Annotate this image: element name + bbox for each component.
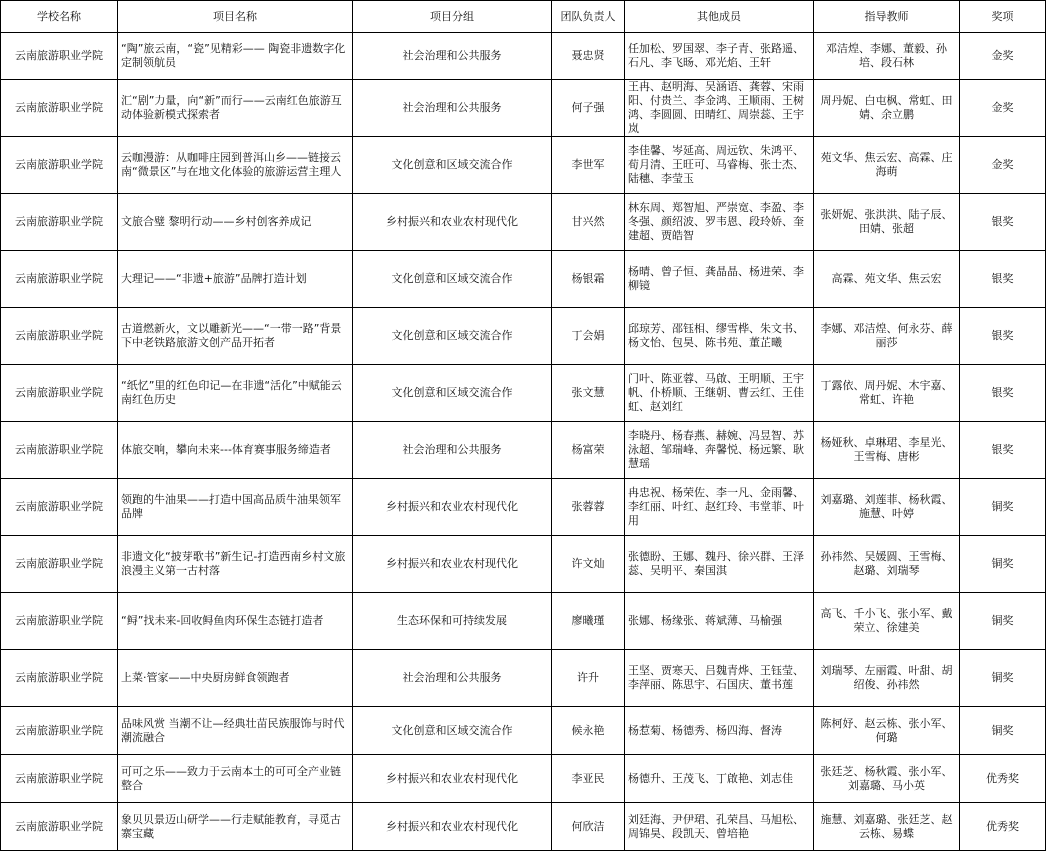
project-name-cell: 非遗文化“披芽歌书”新生记-打造西南乡村文旅浪漫主义第一古村落 <box>118 536 353 593</box>
members-cell: 李佳馨、岑延高、周远钦、朱鸿平、荀月清、王旺可、马睿梅、张士杰、陆穗、李莹玉 <box>625 137 814 194</box>
school-cell: 云南旅游职业学院 <box>1 137 118 194</box>
school-cell: 云南旅游职业学院 <box>1 593 118 650</box>
school-cell: 云南旅游职业学院 <box>1 479 118 536</box>
award-cell: 银奖 <box>960 308 1046 365</box>
table-row <box>1 80 1046 137</box>
teachers-cell: 刘嘉璐、刘莲菲、杨秋霞、施慧、叶婷 <box>814 479 960 536</box>
project-group-cell: 社会治理和公共服务 <box>353 650 552 707</box>
project-group-cell: 乡村振兴和农业农村现代化 <box>353 479 552 536</box>
award-cell: 优秀奖 <box>960 803 1046 851</box>
project-group-cell: 文化创意和区域交流合作 <box>353 137 552 194</box>
table-row <box>1 479 1046 536</box>
school-cell: 云南旅游职业学院 <box>1 707 118 755</box>
table-row <box>1 755 1046 803</box>
members-cell: 刘廷海、尹伊珺、孔荣昌、马旭松、周锦昊、段凯天、曾培艳 <box>625 803 814 851</box>
team-leader-cell: 杨富荣 <box>552 422 625 479</box>
team-leader-cell: 候永艳 <box>552 707 625 755</box>
project-name-cell: 品味风赏 当潮不让—经典壮苗民族服饰与时代潮流融合 <box>118 707 353 755</box>
table-row <box>1 308 1046 365</box>
header-school: 学校名称 <box>1 1 118 33</box>
project-name-cell: 可可之乐——致力于云南本土的可可全产业链整合 <box>118 755 353 803</box>
team-leader-cell: 李世军 <box>552 137 625 194</box>
team-leader-cell: 丁会娟 <box>552 308 625 365</box>
header-teachers: 指导教师 <box>814 1 960 33</box>
project-name-cell: 上菜·管家——中央厨房鲜食领跑者 <box>118 650 353 707</box>
award-cell: 银奖 <box>960 194 1046 251</box>
members-cell: 杨德升、王茂飞、丁啟艳、刘志佳 <box>625 755 814 803</box>
award-cell: 铜奖 <box>960 707 1046 755</box>
school-cell: 云南旅游职业学院 <box>1 80 118 137</box>
table-body <box>1 33 1046 851</box>
award-cell: 铜奖 <box>960 593 1046 650</box>
table-row <box>1 251 1046 308</box>
members-cell: 门叶、陈亚蓉、马啟、王明顺、王宇帆、仆桥顺、王继朝、曹云红、王佳虹、赵刘红 <box>625 365 814 422</box>
project-name-cell: 象贝贝景迈山研学——行走赋能教育，寻觅古寨宝藏 <box>118 803 353 851</box>
members-cell: 李晓丹、杨春燕、赫婉、冯昱智、苏泳超、邹瑞峰、奔馨悦、杨远繁、耿慧瑶 <box>625 422 814 479</box>
teachers-cell: 张妍妮、张洪洪、陆子辰、田婧、张超 <box>814 194 960 251</box>
project-name-cell: 文旅合璧 黎明行动——乡村创客养成记 <box>118 194 353 251</box>
team-leader-cell: 许文灿 <box>552 536 625 593</box>
header-award: 奖项 <box>960 1 1046 33</box>
school-cell: 云南旅游职业学院 <box>1 650 118 707</box>
members-cell: 杨晴、曾子恒、龚晶晶、杨进荣、李柳镜 <box>625 251 814 308</box>
teachers-cell: 施慧、刘嘉璐、张廷芝、赵云栋、易蝶 <box>814 803 960 851</box>
header-project: 项目名称 <box>118 1 353 33</box>
members-cell: 林东周、郑智旭、严崇宽、李盈、李冬强、颜绍波、罗韦恩、段玲娇、奎建超、贾皓智 <box>625 194 814 251</box>
school-cell: 云南旅游职业学院 <box>1 308 118 365</box>
teachers-cell: 张廷芝、杨秋霞、张小军、刘嘉璐、马小英 <box>814 755 960 803</box>
project-name-cell: 汇“剧”力量，向“新”而行——云南红色旅游互动体验新模式探索者 <box>118 80 353 137</box>
project-name-cell: 古道燃新火，文以雕新光——“一带一路”背景下中老铁路旅游文创产品开拓者 <box>118 308 353 365</box>
project-name-cell: 体旅交响，攀向未来---体育赛事服务缔造者 <box>118 422 353 479</box>
members-cell: 王坚、贾寒天、吕魏青烨、王钰莹、李萍丽、陈思宇、石国庆、董书莲 <box>625 650 814 707</box>
header-row <box>1 1 1046 33</box>
team-leader-cell: 甘兴然 <box>552 194 625 251</box>
award-cell: 银奖 <box>960 422 1046 479</box>
school-cell: 云南旅游职业学院 <box>1 755 118 803</box>
school-cell: 云南旅游职业学院 <box>1 536 118 593</box>
school-cell: 云南旅游职业学院 <box>1 365 118 422</box>
school-cell: 云南旅游职业学院 <box>1 194 118 251</box>
table-row <box>1 137 1046 194</box>
team-leader-cell: 张文慧 <box>552 365 625 422</box>
award-cell: 银奖 <box>960 365 1046 422</box>
table-row <box>1 422 1046 479</box>
project-group-cell: 文化创意和区域交流合作 <box>353 251 552 308</box>
team-leader-cell: 李亚民 <box>552 755 625 803</box>
project-group-cell: 文化创意和区域交流合作 <box>353 707 552 755</box>
team-leader-cell: 聂忠贤 <box>552 33 625 80</box>
award-cell: 优秀奖 <box>960 755 1046 803</box>
team-leader-cell: 许升 <box>552 650 625 707</box>
project-name-cell: 大理记——“非遗+旅游”品牌打造计划 <box>118 251 353 308</box>
award-cell: 金奖 <box>960 137 1046 194</box>
members-cell: 张德盼、王娜、魏丹、徐兴群、王泽蕊、吴明平、秦国淇 <box>625 536 814 593</box>
project-group-cell: 乡村振兴和农业农村现代化 <box>353 803 552 851</box>
project-name-cell: “纸忆”里的红色印记—在非遗“活化”中赋能云南红色历史 <box>118 365 353 422</box>
award-cell: 铜奖 <box>960 479 1046 536</box>
project-group-cell: 社会治理和公共服务 <box>353 80 552 137</box>
award-cell: 银奖 <box>960 251 1046 308</box>
teachers-cell: 刘瑞琴、左丽霞、叶甜、胡绍俊、孙祎然 <box>814 650 960 707</box>
members-cell: 冉忠祝、杨荣佐、李一凡、金雨馨、李红丽、叶红、赵红玲、韦堂菲、叶用 <box>625 479 814 536</box>
members-cell: 任加松、罗国翠、李子青、张路遥、石凡、李飞旸、邓光焰、王轩 <box>625 33 814 80</box>
table-row <box>1 593 1046 650</box>
team-leader-cell: 何欣洁 <box>552 803 625 851</box>
school-cell: 云南旅游职业学院 <box>1 803 118 851</box>
award-cell: 金奖 <box>960 33 1046 80</box>
table-row <box>1 803 1046 851</box>
team-leader-cell: 杨银霜 <box>552 251 625 308</box>
project-name-cell: “陶”旅云南，“瓷”见精彩—— 陶瓷非遗数字化定制领航员 <box>118 33 353 80</box>
members-cell: 张娜、杨缘张、蒋斌薄、马榆强 <box>625 593 814 650</box>
school-cell: 云南旅游职业学院 <box>1 33 118 80</box>
teachers-cell: 陈柯妤、赵云栋、张小军、何璐 <box>814 707 960 755</box>
award-cell: 铜奖 <box>960 536 1046 593</box>
project-group-cell: 乡村振兴和农业农村现代化 <box>353 194 552 251</box>
award-cell: 铜奖 <box>960 650 1046 707</box>
team-leader-cell: 廖曦瑾 <box>552 593 625 650</box>
header-leader: 团队负责人 <box>552 1 625 33</box>
members-cell: 杨惹菊、杨德秀、杨四海、督涛 <box>625 707 814 755</box>
team-leader-cell: 何子强 <box>552 80 625 137</box>
table-row <box>1 365 1046 422</box>
table-row <box>1 536 1046 593</box>
members-cell: 王冉、赵明海、吴涵语、龚蓉、宋雨阳、付贵兰、李金鸿、王顺雨、王树鸿、李圆圆、田晴红、周崇蕊、王宇岚 <box>625 80 814 137</box>
members-cell: 邱琼芳、邵钰相、缪雪桦、朱文书、杨文怡、包昊、陈书苑、董芷曦 <box>625 308 814 365</box>
header-group: 项目分组 <box>353 1 552 33</box>
school-cell: 云南旅游职业学院 <box>1 422 118 479</box>
project-group-cell: 乡村振兴和农业农村现代化 <box>353 536 552 593</box>
project-name-cell: 领跑的牛油果——打造中国高品质牛油果领军品牌 <box>118 479 353 536</box>
teachers-cell: 李娜、邓洁煌、何永芬、薛丽莎 <box>814 308 960 365</box>
project-group-cell: 乡村振兴和农业农村现代化 <box>353 755 552 803</box>
award-cell: 金奖 <box>960 80 1046 137</box>
project-group-cell: 社会治理和公共服务 <box>353 422 552 479</box>
project-name-cell: 云咖漫游：从咖啡庄园到普洱山乡——链接云南“微景区”与在地文化体验的旅游运营主理人 <box>118 137 353 194</box>
teachers-cell: 丁露依、周丹妮、木宇嘉、常虹、许艳 <box>814 365 960 422</box>
project-group-cell: 生态环保和可持续发展 <box>353 593 552 650</box>
teachers-cell: 高飞、千小飞、张小军、戴荣立、徐建美 <box>814 593 960 650</box>
project-group-cell: 社会治理和公共服务 <box>353 33 552 80</box>
header-members: 其他成员 <box>625 1 814 33</box>
teachers-cell: 周丹妮、白屯枫、常虹、田婧、余立鹏 <box>814 80 960 137</box>
table-row <box>1 707 1046 755</box>
project-group-cell: 文化创意和区域交流合作 <box>353 365 552 422</box>
teachers-cell: 杨娅秋、卓琳珺、李星光、王雪梅、唐彬 <box>814 422 960 479</box>
table-row <box>1 33 1046 80</box>
project-group-cell: 文化创意和区域交流合作 <box>353 308 552 365</box>
teachers-cell: 苑文华、焦云宏、高霖、庄海萌 <box>814 137 960 194</box>
table-row <box>1 650 1046 707</box>
project-name-cell: “鲟”找未来-回收鲟鱼肉环保生态链打造者 <box>118 593 353 650</box>
teachers-cell: 高霖、苑文华、焦云宏 <box>814 251 960 308</box>
school-cell: 云南旅游职业学院 <box>1 251 118 308</box>
teachers-cell: 孙祎然、吴媛圆、王雪梅、赵璐、刘瑞琴 <box>814 536 960 593</box>
teachers-cell: 邓洁煌、李娜、董毅、孙培、段石林 <box>814 33 960 80</box>
table-row <box>1 194 1046 251</box>
team-leader-cell: 张蓉蓉 <box>552 479 625 536</box>
